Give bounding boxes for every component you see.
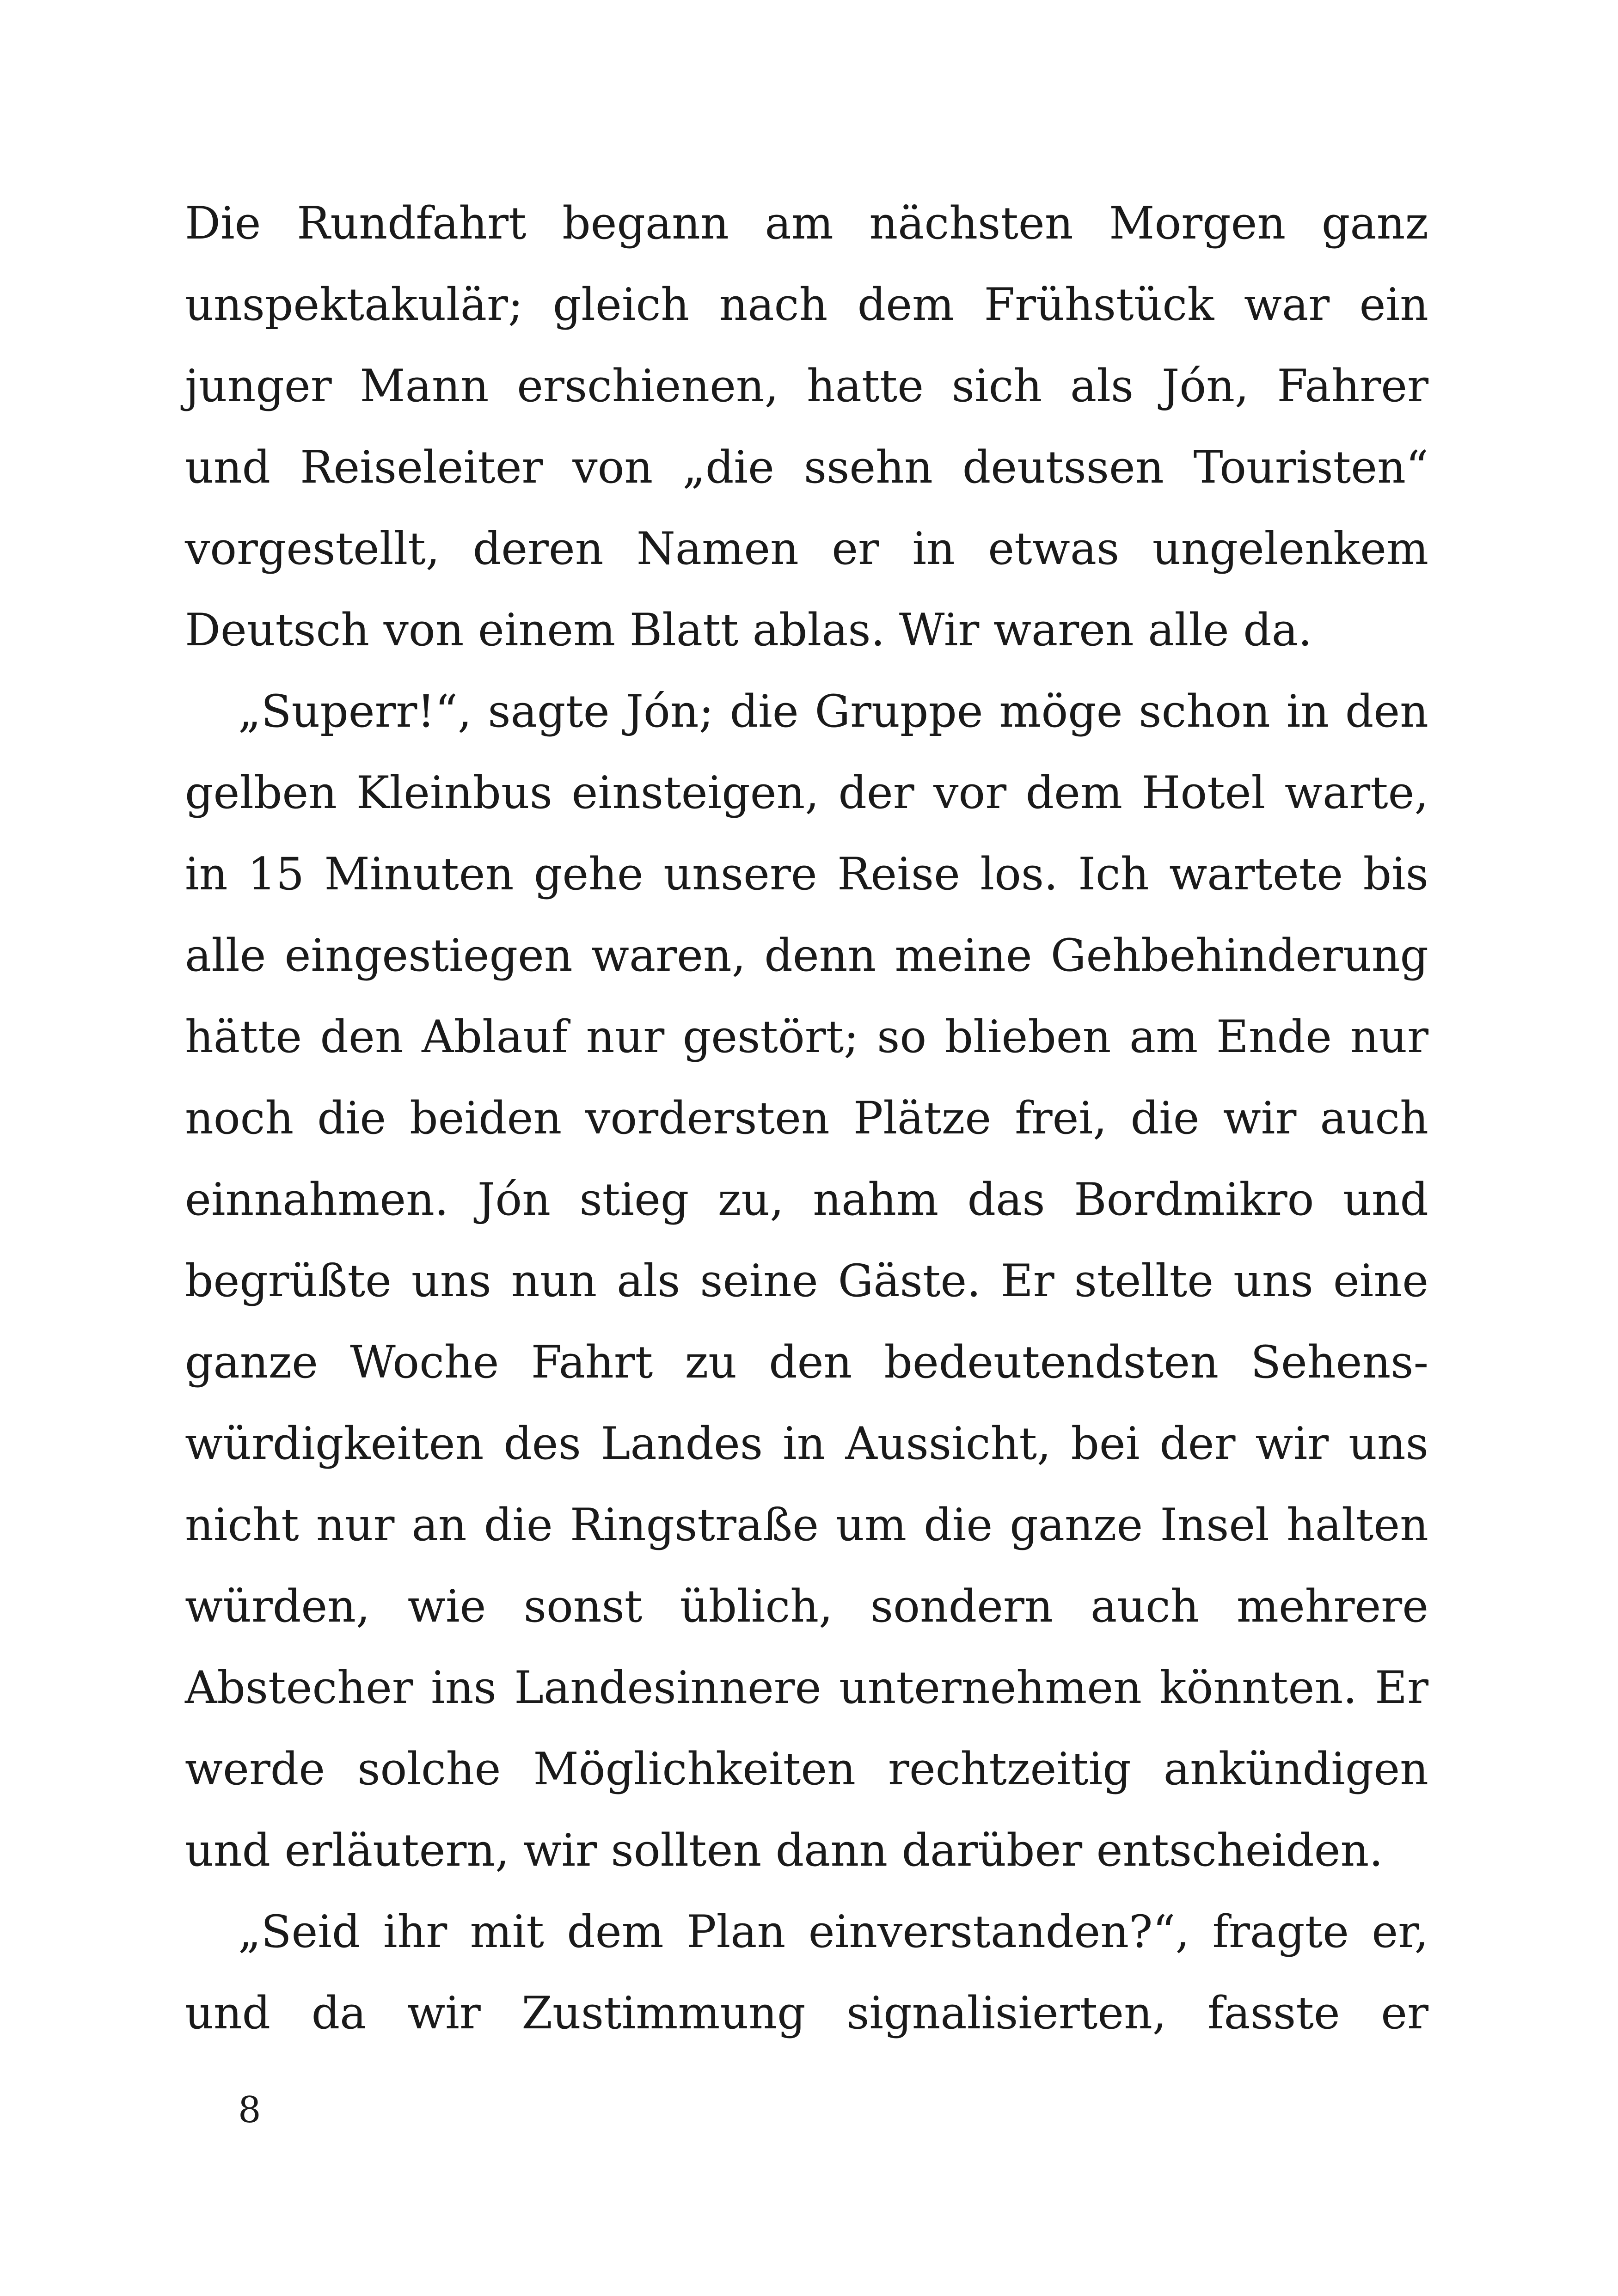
text-line: in 15 Minuten gehe unsere Reise los. Ich wartete bis	[185, 848, 1428, 900]
text-line: würden, wie sonst üblich, sondern auch mehrere	[185, 1580, 1428, 1632]
text-line: vorgestellt, deren Namen er in etwas ungelenkem	[185, 523, 1428, 575]
text-line: gelben Kleinbus einsteigen, der vor dem Hotel warte,	[185, 767, 1428, 819]
text-line: „Superr!“, sagte Jón; die Gruppe möge schon in den	[238, 686, 1428, 737]
text-line: Die Rundfahrt begann am nächsten Morgen ganz	[185, 197, 1428, 249]
page-number: 8	[238, 2089, 261, 2131]
text-line: werde solche Möglichkeiten rechtzeitig ankündigen	[185, 1743, 1428, 1795]
text-line: begrüßte uns nun als seine Gäste. Er stellte uns eine	[185, 1255, 1428, 1307]
text-line: einnahmen. Jón stieg zu, nahm das Bordmikro und	[185, 1174, 1428, 1225]
body-text	[185, 183, 1428, 2054]
text-line: Abstecher ins Landesinnere unternehmen könnten. Er	[185, 1662, 1428, 1714]
text-line: Deutsch von einem Blatt ablas. Wir waren alle da.	[185, 604, 1312, 656]
text-line: hätte den Ablauf nur gestört; so blieben am Ende nur	[185, 1011, 1428, 1063]
text-line: nicht nur an die Ringstraße um die ganze Insel halten	[185, 1499, 1428, 1551]
text-line: und Reiseleiter von „die ssehn deutssen Touristen“	[185, 441, 1428, 493]
text-line: und erläutern, wir sollten dann darüber entscheiden.	[185, 1825, 1383, 1876]
text-line: „Seid ihr mit dem Plan einverstanden?“, fragte er,	[238, 1906, 1428, 1958]
text-line: ganze Woche Fahrt zu den bedeutendsten Sehens-	[185, 1336, 1428, 1388]
text-line: junger Mann erschienen, hatte sich als Jón, Fahrer	[185, 360, 1428, 412]
text-line: noch die beiden vordersten Plätze frei, die wir auch	[185, 1092, 1428, 1144]
text-line: alle eingestiegen waren, denn meine Gehbehinderung	[185, 930, 1428, 981]
text-line: unspektakulär; gleich nach dem Frühstück war ein	[185, 279, 1428, 331]
text-line: würdigkeiten des Landes in Aussicht, bei der wir uns	[185, 1418, 1428, 1469]
text-line: und da wir Zustimmung signalisierten, fasste er	[185, 1987, 1428, 2039]
